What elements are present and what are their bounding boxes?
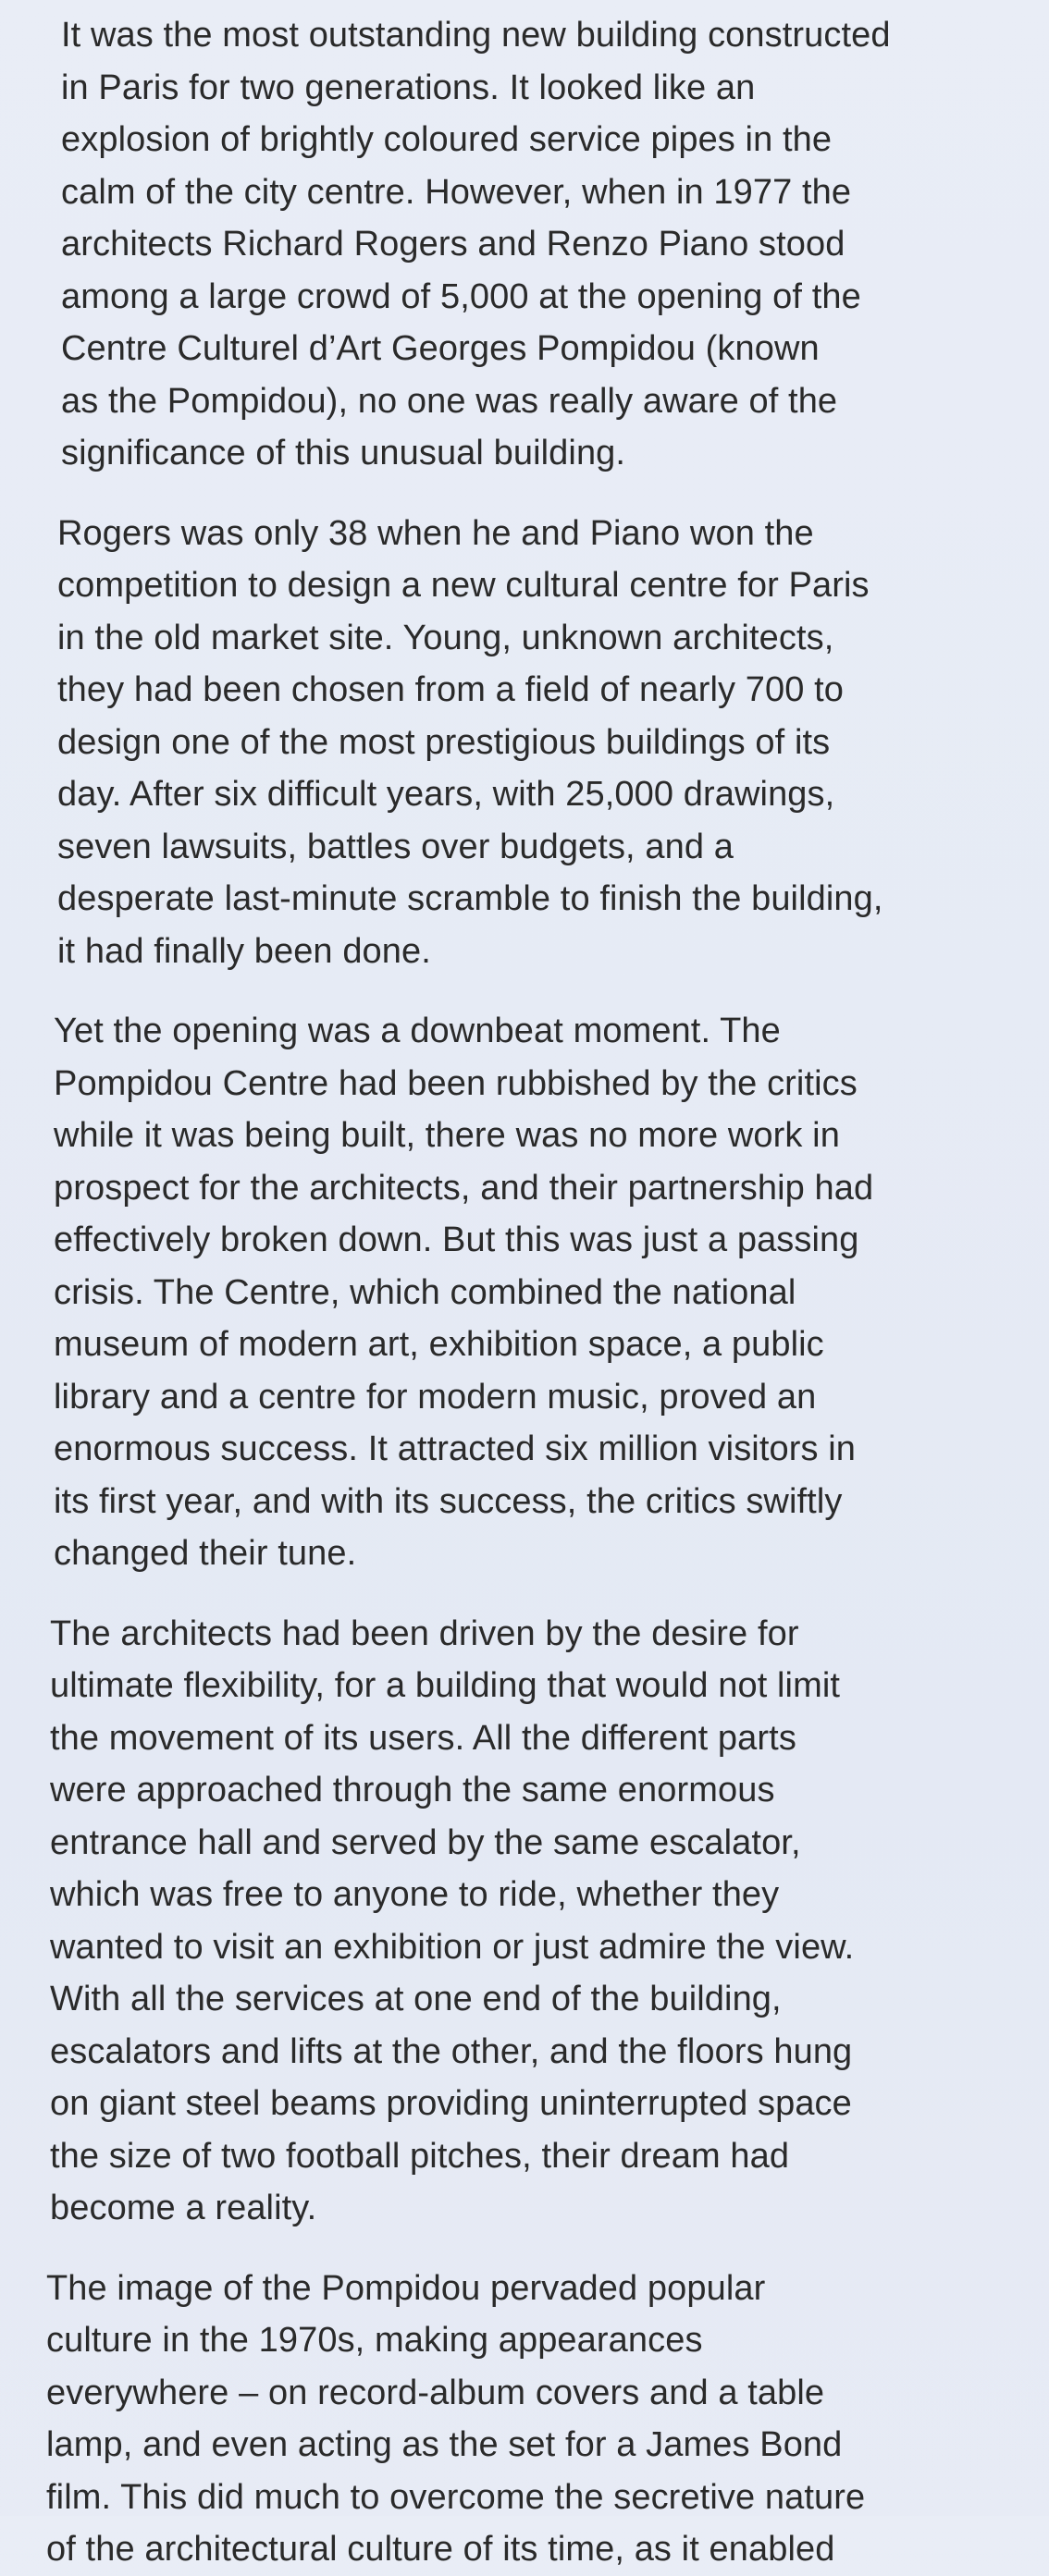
article-body — [46, 9, 993, 2576]
text-line: entrance hall and served by the same escalator, — [50, 1822, 801, 1862]
text-line: the size of two football pitches, their dream had — [50, 2136, 790, 2176]
text-line: Pompidou Centre had been rubbished by the critics — [54, 1063, 858, 1103]
text-line: they had been chosen from a field of nearly 700 to — [57, 670, 844, 709]
text-line: explosion of brightly coloured service pipes in the — [61, 120, 833, 159]
text-line: Rogers was only 38 when he and Piano won the — [57, 513, 814, 553]
text-line: become a reality. — [50, 2189, 317, 2227]
text-line: among a large crowd of 5,000 at the opening of the — [61, 276, 861, 316]
text-line: culture in the 1970s, making appearances — [46, 2321, 703, 2360]
text-line: were approached through the same enormous — [50, 1771, 775, 1809]
text-line: significance of this unusual building. — [61, 434, 626, 472]
text-line: library and a centre for modern music, proved an — [54, 1377, 817, 1417]
text-line: desperate last-minute scramble to finish the building, — [57, 879, 883, 918]
text-line: escalators and lifts at the other, and the floors hung — [50, 2031, 853, 2071]
text-line: Yet the opening was a downbeat moment. The — [54, 1012, 781, 1050]
text-line: The architects had been driven by the desire for — [50, 1613, 799, 1653]
text-line: its first year, and with its success, the critics swiftly — [54, 1481, 843, 1521]
text-line: the movement of its users. All the different parts — [50, 1718, 796, 1758]
paragraph-3 — [54, 1005, 993, 1580]
text-line: on giant steel beams providing uninterrupted space — [50, 2084, 852, 2123]
text-line: enormous success. It attracted six million visitors in — [54, 1429, 857, 1468]
text-line: everywhere – on record-album covers and a table — [46, 2373, 825, 2412]
text-line: The image of the Pompidou pervaded popular — [46, 2268, 766, 2308]
text-line: of the architectural culture of its time, as it enabled — [46, 2530, 835, 2569]
paragraph-4 — [50, 1608, 993, 2235]
text-line: architects Richard Rogers and Renzo Piano stood — [61, 225, 845, 264]
text-line: effectively broken down. But this was just a passing — [54, 1221, 859, 1259]
text-line: prospect for the architects, and their partnership had — [54, 1168, 874, 1208]
text-line: which was free to anyone to ride, whether they — [50, 1875, 780, 1914]
text-line: day. After six difficult years, with 25,000 drawings, — [57, 775, 835, 814]
text-line: it had finally been done. — [57, 931, 431, 971]
text-line: museum of modern art, exhibition space, a public — [54, 1325, 824, 1364]
text-line: wanted to visit an exhibition or just admire the view. — [50, 1927, 855, 1967]
paragraph-1 — [54, 9, 993, 480]
paragraph-2 — [54, 508, 993, 978]
text-line: film. This did much to overcome the secretive nature — [46, 2477, 866, 2517]
text-line: in Paris for two generations. It looked like an — [61, 67, 756, 107]
text-line: Centre Culturel d’Art Georges Pompidou (known — [61, 329, 820, 368]
text-line: ultimate flexibility, for a building that would not limit — [50, 1666, 841, 1705]
text-line: seven lawsuits, battles over budgets, and a — [57, 827, 734, 866]
text-line: It was the most outstanding new building constructed — [61, 16, 891, 55]
text-line: competition to design a new cultural centre for Paris — [57, 566, 870, 605]
text-line: in the old market site. Young, unknown architects, — [57, 618, 834, 657]
paragraph-5 — [46, 2263, 993, 2576]
text-line: while it was being built, there was no more work in — [54, 1116, 840, 1155]
text-line: lamp, and even acting as the set for a James Bond — [46, 2425, 843, 2464]
text-line: crisis. The Centre, which combined the national — [54, 1272, 796, 1312]
text-line: With all the services at one end of the building, — [50, 1980, 782, 2018]
text-line: calm of the city centre. However, when in 1977 the — [61, 172, 852, 212]
text-line: design one of the most prestigious buildings of its — [57, 722, 831, 762]
text-line: changed their tune. — [54, 1534, 357, 1573]
text-line: as the Pompidou), no one was really aware of the — [61, 381, 838, 421]
